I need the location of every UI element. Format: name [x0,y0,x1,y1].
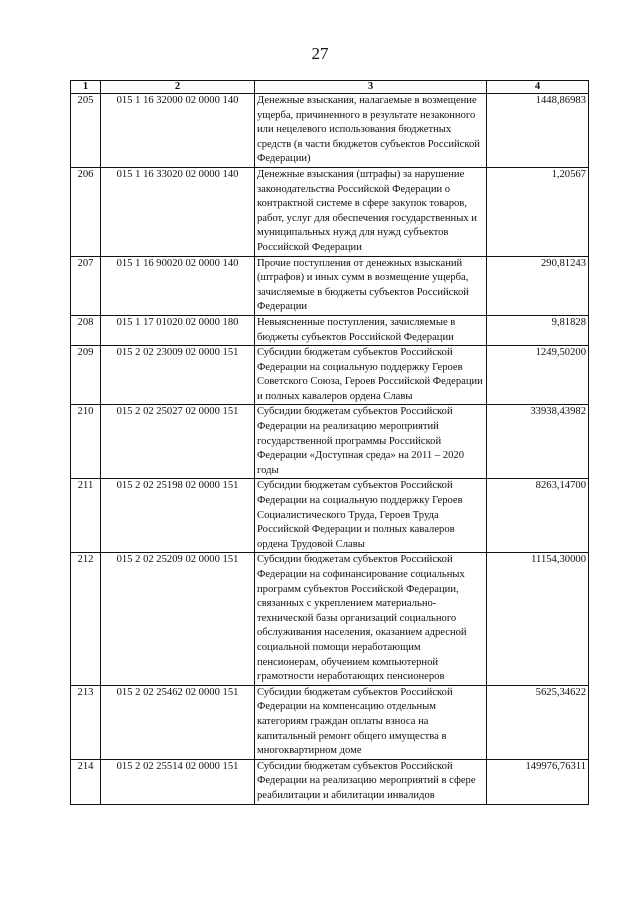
table-row [71,685,589,759]
column-header-1: 1 [71,81,101,94]
description-cell: Субсидии бюджетам субъектов Российской Федерации на социальную поддержку Героев Советского Союза, Героев Российской Федерации и полных кавалеров ордена Славы [255,346,487,405]
table-row [71,315,589,345]
row-number-cell: 212 [71,553,101,685]
description-cell: Субсидии бюджетам субъектов Российской Федерации на софинансирование социальных программ субъектов Российской Федерации, связанных с укреплением материально-технической базы организаций социального обслуживания населения, оказанием адресной социальной помощи неработающим пенсионерам, обучением компьютерной грамотности неработающих пенсионеров [255,553,487,685]
table-body [71,94,589,805]
amount-cell: 290,81243 [487,256,589,315]
column-header-4: 4 [487,81,589,94]
table-row [71,256,589,315]
description-cell: Субсидии бюджетам субъектов Российской Федерации на компенсацию отдельным категориям граждан оплаты взноса на капитальный ремонт общего имущества в многоквартирном доме [255,685,487,759]
amount-cell: 8263,14700 [487,479,589,553]
budget-code-cell: 015 1 16 33020 02 0000 140 [101,167,255,256]
description-cell: Денежные взыскания (штрафы) за нарушение законодательства Российской Федерации о контрактной системе в сфере закупок товаров, работ, услуг для обеспечения государственных и муниципальных нужд для нужд субъектов Российской Федерации [255,167,487,256]
amount-cell: 9,81828 [487,315,589,345]
budget-code-cell: 015 2 02 23009 02 0000 151 [101,346,255,405]
table-row [71,405,589,479]
budget-revenue-table [70,80,589,805]
description-cell: Денежные взыскания, налагаемые в возмещение ущерба, причиненного в результате незаконного или нецелевого использования бюджетных средств (в части бюджетов субъектов Российской Федерации) [255,94,487,168]
amount-cell: 1,20567 [487,167,589,256]
row-number-cell: 205 [71,94,101,168]
budget-code-cell: 015 1 17 01020 02 0000 180 [101,315,255,345]
budget-code-cell: 015 2 02 25198 02 0000 151 [101,479,255,553]
budget-code-cell: 015 1 16 90020 02 0000 140 [101,256,255,315]
row-number-cell: 208 [71,315,101,345]
table-row [71,553,589,685]
amount-cell: 1249,50200 [487,346,589,405]
budget-code-cell: 015 2 02 25209 02 0000 151 [101,553,255,685]
description-cell: Прочие поступления от денежных взысканий (штрафов) и иных сумм в возмещение ущерба, зачисляемые в бюджеты субъектов Российской Федерации [255,256,487,315]
row-number-cell: 209 [71,346,101,405]
row-number-cell: 211 [71,479,101,553]
row-number-cell: 210 [71,405,101,479]
table-row [71,167,589,256]
amount-cell: 5625,34622 [487,685,589,759]
budget-code-cell: 015 1 16 32000 02 0000 140 [101,94,255,168]
table-row [71,346,589,405]
amount-cell: 33938,43982 [487,405,589,479]
budget-code-cell: 015 2 02 25462 02 0000 151 [101,685,255,759]
description-cell: Субсидии бюджетам субъектов Российской Федерации на реализацию мероприятий в сфере реабилитации и абилитации инвалидов [255,759,487,804]
column-header-2: 2 [101,81,255,94]
description-cell: Субсидии бюджетам субъектов Российской Федерации на реализацию мероприятий государственной программы Российской Федерации «Доступная среда» на 2011 – 2020 годы [255,405,487,479]
table-row [71,94,589,168]
table-row [71,479,589,553]
amount-cell: 11154,30000 [487,553,589,685]
amount-cell: 1448,86983 [487,94,589,168]
column-header-3: 3 [255,81,487,94]
row-number-cell: 214 [71,759,101,804]
amount-cell: 149976,76311 [487,759,589,804]
row-number-cell: 206 [71,167,101,256]
budget-code-cell: 015 2 02 25514 02 0000 151 [101,759,255,804]
row-number-cell: 207 [71,256,101,315]
table-row [71,759,589,804]
description-cell: Субсидии бюджетам субъектов Российской Федерации на социальную поддержку Героев Социалистического Труда, Героев Труда Российской Федерации и полных кавалеров ордена Трудовой Славы [255,479,487,553]
row-number-cell: 213 [71,685,101,759]
page-number: 27 [311,44,329,63]
description-cell: Невыясненные поступления, зачисляемые в бюджеты субъектов Российской Федерации [255,315,487,345]
table-header [71,81,589,94]
header-row [71,81,589,94]
budget-code-cell: 015 2 02 25027 02 0000 151 [101,405,255,479]
